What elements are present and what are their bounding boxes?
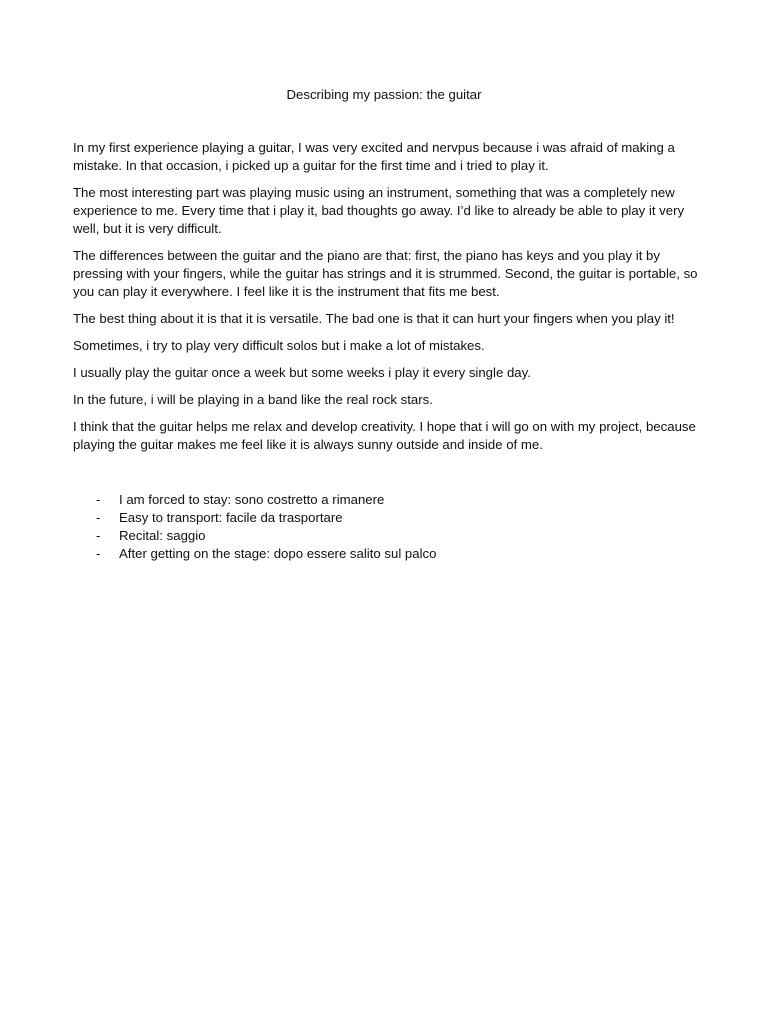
list-item-text: I am forced to stay: sono costretto a rimanere: [119, 492, 385, 507]
list-bullet: -: [96, 510, 101, 525]
list-item: [96, 545, 696, 563]
paragraph-most-interesting: The most interesting part was playing music using an instrument, something that was a completely new experience to me. Every time that i play it, bad thoughts go away. I’d like to already be able to play it very well, but it is very difficult.: [73, 185, 685, 236]
list-bullet: -: [96, 492, 101, 507]
paragraph-first-experience: In my first experience playing a guitar, I was very excited and nervpus because i was afraid of making a mistake. In that occasion, i picked up a guitar for the first time and i tried to play it.: [73, 140, 675, 173]
list-bullet: -: [96, 528, 101, 543]
list-item-text: Recital: saggio: [119, 528, 206, 543]
list-item: [96, 491, 696, 509]
list-item: [96, 509, 696, 527]
document-body: [73, 139, 703, 463]
list-item: [96, 527, 696, 545]
paragraph-future: In the future, i will be playing in a band like the real rock stars.: [73, 392, 433, 407]
list-item-text: Easy to transport: facile da trasportare: [119, 510, 343, 525]
list-bullet: -: [96, 546, 101, 561]
paragraph-best-thing: The best thing about it is that it is versatile. The bad one is that it can hurt your fingers when you play it!: [73, 311, 675, 326]
paragraph-differences: The differences between the guitar and the piano are that: first, the piano has keys and you play it by pressing with your fingers, while the guitar has strings and it is strummed. Second, the guitar is portable, so you can play it everywhere. I feel like it is the instrument that fits me best.: [73, 248, 698, 299]
document-title: Describing my passion: the guitar: [286, 87, 482, 102]
glossary-list: [96, 491, 696, 563]
paragraph-solos: Sometimes, i try to play very difficult solos but i make a lot of mistakes.: [73, 338, 485, 353]
paragraph-practice-frequency: I usually play the guitar once a week but some weeks i play it every single day.: [73, 365, 531, 380]
list-item-text: After getting on the stage: dopo essere salito sul palco: [119, 546, 437, 561]
paragraph-conclusion: I think that the guitar helps me relax and develop creativity. I hope that i will go on with my project, because playing the guitar makes me feel like it is always sunny outside and inside of me.: [73, 419, 696, 452]
